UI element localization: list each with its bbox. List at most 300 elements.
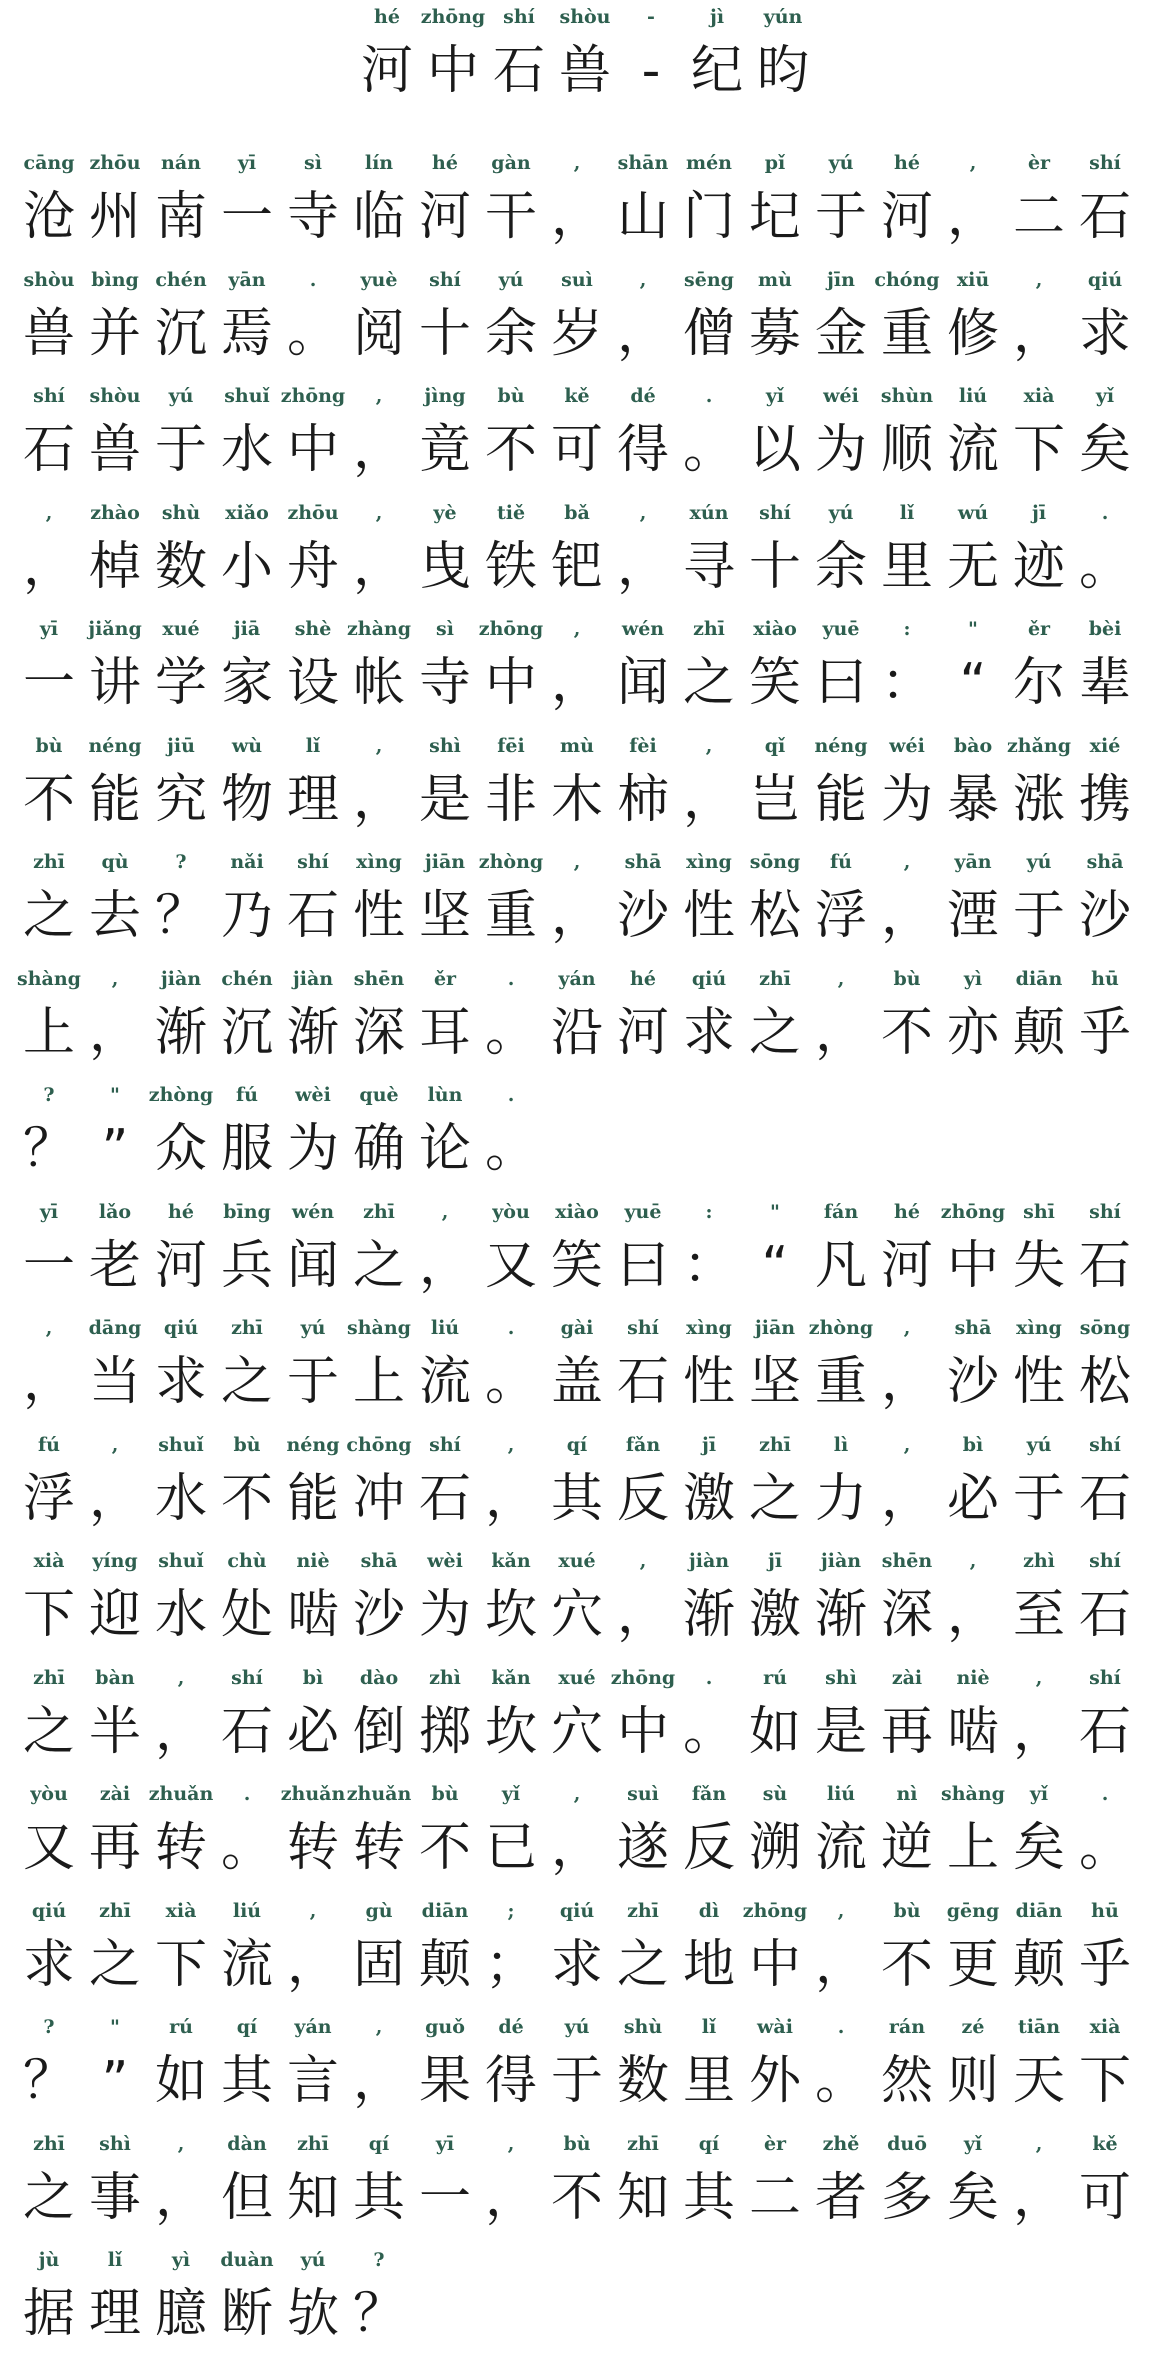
hanzi-character: 里 [682, 2051, 735, 2111]
pinyin-annotation: shè [294, 618, 332, 640]
pinyin-annotation: mù [758, 268, 792, 291]
pinyin-annotation: , [45, 501, 53, 524]
hanzi-character: 乃 [220, 886, 273, 946]
pinyin-annotation: qí [236, 2016, 258, 2038]
hanzi-character: 再 [880, 1701, 933, 1762]
hanzi-character: ？ [22, 1119, 75, 1179]
hanzi-character: 性 [352, 886, 405, 946]
pinyin-annotation: qiú [163, 1317, 199, 1339]
pinyin-annotation: hé [168, 1200, 194, 1223]
hanzi-character: 寺 [286, 187, 339, 247]
pinyin-annotation: wù [231, 734, 263, 757]
pinyin-annotation: yǐ [963, 2132, 983, 2155]
hanzi-character: 顺 [880, 420, 933, 480]
body-char-cell [1076, 383, 1134, 495]
hanzi-character: 之 [616, 1934, 669, 1995]
hanzi-character: 之 [22, 1701, 75, 1762]
hanzi-character: 岂 [748, 769, 801, 830]
hanzi-character: 于 [814, 187, 867, 247]
hanzi-character: 逆 [880, 1818, 933, 1878]
hanzi-character: 临 [352, 187, 405, 247]
pinyin-annotation: gēng [946, 1899, 1000, 1922]
pinyin-annotation: shì [825, 1666, 857, 1689]
pinyin-annotation: fán [823, 1200, 859, 1223]
pinyin-annotation: bù [431, 1783, 459, 1805]
pinyin-annotation: yī [435, 2132, 455, 2155]
pinyin-annotation: sēng [684, 268, 734, 291]
text-line [20, 383, 1150, 495]
pinyin-annotation: lǐ [107, 2249, 123, 2271]
pinyin-annotation: , [507, 2132, 515, 2155]
pinyin-annotation: , [375, 734, 383, 757]
hanzi-character: 曰 [616, 1235, 669, 1296]
hanzi-character: 可 [550, 420, 603, 480]
hanzi-character: 中 [946, 1235, 999, 1296]
hanzi-character: 得 [616, 420, 669, 480]
pinyin-annotation: kǎn [491, 1666, 531, 1689]
hanzi-character: 不 [880, 1002, 933, 1063]
hanzi-character: 河 [418, 187, 471, 247]
pinyin-annotation: yòu [492, 1200, 530, 1223]
hanzi-character: 一 [220, 187, 273, 247]
hanzi-character: 中 [484, 653, 537, 713]
pinyin-annotation: nǎi [230, 851, 264, 873]
hanzi-character: 上 [946, 1818, 999, 1878]
hanzi-character: ， [352, 2051, 405, 2111]
hanzi-character: 并 [88, 303, 141, 364]
pinyin-annotation: shòu [23, 268, 75, 291]
hanzi-character: 于 [286, 1352, 339, 1412]
hanzi-character: 必 [946, 1468, 999, 1529]
pinyin-annotation: kě [564, 385, 590, 407]
pinyin-annotation: yán [294, 2016, 332, 2038]
pinyin-annotation: zhī [627, 1899, 659, 1922]
hanzi-character: ， [88, 1468, 141, 1529]
body-char-cell [1076, 1665, 1134, 1777]
pinyin-annotation: yuē [624, 1200, 662, 1223]
hanzi-character: 天 [1012, 2051, 1065, 2111]
hanzi-character: 竟 [418, 420, 471, 480]
hanzi-character: 沉 [220, 1002, 273, 1063]
pinyin-annotation: fēi [497, 734, 525, 757]
pinyin-annotation: chōng [346, 1433, 412, 1456]
pinyin-annotation: zhǎng [1006, 734, 1071, 757]
hanzi-character: ， [946, 187, 999, 247]
hanzi-character: 木 [550, 769, 603, 830]
pinyin-annotation: yú [300, 2249, 326, 2271]
hanzi-character: 之 [352, 1235, 405, 1296]
pinyin-annotation: duàn [220, 2249, 274, 2271]
body-char-cell [1076, 1432, 1134, 1544]
pinyin-annotation: diān [1015, 1899, 1063, 1922]
pinyin-annotation: bèi [1088, 618, 1122, 640]
hanzi-character: 笑 [550, 1235, 603, 1296]
hanzi-character: 不 [880, 1934, 933, 1995]
hanzi-character: 下 [154, 1934, 207, 1995]
pinyin-annotation: yǐ [1095, 385, 1115, 407]
pinyin-annotation: qiú [1087, 268, 1123, 291]
pinyin-annotation: pǐ [764, 152, 786, 174]
hanzi-character: 倒 [352, 1701, 405, 1762]
hanzi-character: 掷 [418, 1701, 471, 1762]
hanzi-character: ” [101, 1119, 129, 1179]
pinyin-annotation: hé [374, 6, 400, 28]
pinyin-annotation: xìng [686, 1317, 732, 1339]
hanzi-character: 已 [484, 1818, 537, 1878]
pinyin-annotation: dé [498, 2016, 524, 2038]
pinyin-annotation: liú [826, 1783, 856, 1805]
pinyin-annotation: zhōu [287, 501, 339, 524]
pinyin-annotation: zhòng [808, 1317, 874, 1339]
hanzi-character: 之 [22, 2167, 75, 2228]
pinyin-annotation: qí [368, 2132, 390, 2155]
hanzi-character: 为 [286, 1119, 339, 1179]
pinyin-annotation: fǎn [691, 1783, 727, 1805]
hanzi-character: 知 [616, 2167, 669, 2228]
hanzi-character: 可 [1078, 2167, 1131, 2228]
hanzi-character: 去 [88, 886, 141, 946]
pinyin-annotation: fèi [629, 734, 657, 757]
pinyin-annotation: wén [621, 618, 665, 640]
pinyin-annotation: yī [237, 152, 257, 174]
hanzi-character: ， [880, 1468, 933, 1529]
hanzi-character: 里 [880, 536, 933, 597]
pinyin-annotation: wú [957, 501, 989, 524]
pinyin-annotation: , [45, 1317, 53, 1339]
hanzi-character: 性 [682, 886, 735, 946]
body-char-cell [1076, 1199, 1134, 1311]
hanzi-character: 纪 [690, 41, 743, 101]
pinyin-annotation: . [309, 268, 317, 291]
hanzi-character: 。 [220, 1818, 273, 1878]
hanzi-character: 中 [286, 420, 339, 480]
hanzi-character: “ [959, 653, 987, 713]
pinyin-annotation: suì [561, 268, 593, 291]
pinyin-annotation: duō [887, 2132, 927, 2155]
body-char-cell [1076, 616, 1134, 728]
hanzi-character: 更 [946, 1934, 999, 1995]
hanzi-character: 阅 [352, 303, 405, 364]
hanzi-character: 。 [484, 1119, 537, 1179]
hanzi-character: 舟 [286, 536, 339, 597]
pinyin-annotation: zhī [627, 2132, 659, 2155]
hanzi-character: 凡 [814, 1235, 867, 1296]
pinyin-annotation: zhòng [148, 1084, 214, 1106]
pinyin-annotation: qiú [31, 1899, 67, 1922]
pinyin-annotation: ? [175, 851, 187, 873]
pinyin-annotation: chù [227, 1550, 267, 1572]
pinyin-annotation: jiǎng [88, 618, 142, 640]
hanzi-character: 其 [220, 2051, 273, 2111]
hanzi-character: 求 [22, 1934, 75, 1995]
hanzi-character: 河 [880, 1235, 933, 1296]
hanzi-character: 十 [748, 536, 801, 597]
pinyin-annotation: shí [231, 1666, 263, 1689]
hanzi-character: 地 [682, 1934, 735, 1995]
pinyin-annotation: shí [1089, 1200, 1121, 1223]
pinyin-annotation: , [441, 1200, 449, 1223]
pinyin-annotation: jì [709, 6, 725, 28]
hanzi-character: 转 [352, 1818, 405, 1878]
hanzi-character: 下 [1078, 2051, 1131, 2111]
pinyin-annotation: shā [360, 1550, 398, 1572]
hanzi-character: 非 [484, 769, 537, 830]
hanzi-character: 耳 [418, 1002, 471, 1063]
hanzi-character: 渐 [286, 1002, 339, 1063]
hanzi-character: 欤 [286, 2284, 339, 2344]
pinyin-annotation: zhī [231, 1317, 263, 1339]
pinyin-annotation: nán [161, 152, 201, 174]
hanzi-character: 迎 [88, 1585, 141, 1645]
pinyin-annotation: bì [962, 1433, 984, 1456]
hanzi-character: 沿 [550, 1002, 603, 1063]
pinyin-annotation: lùn [427, 1084, 463, 1106]
hanzi-character: ， [550, 187, 603, 247]
text-line [20, 500, 1150, 612]
pinyin-annotation: xià [33, 1550, 65, 1572]
body-char-cell [1076, 1898, 1134, 2010]
hanzi-character: 水 [154, 1585, 207, 1645]
pinyin-annotation: jiān [754, 1317, 796, 1339]
hanzi-character: 老 [88, 1235, 141, 1296]
hanzi-character: 断 [220, 2284, 273, 2344]
pinyin-annotation: shàng [17, 967, 81, 990]
pinyin-annotation: zhī [33, 851, 65, 873]
pinyin-annotation: , [705, 734, 713, 757]
pinyin-annotation: wèi [427, 1550, 463, 1572]
hanzi-character: 反 [616, 1468, 669, 1529]
pinyin-annotation: yuè [360, 268, 398, 291]
hanzi-character: 沙 [1078, 886, 1131, 946]
pinyin-annotation: bù [893, 1899, 921, 1922]
hanzi-character: 盖 [550, 1352, 603, 1412]
pinyin-annotation: wéi [889, 734, 925, 757]
text-line [20, 733, 1150, 845]
text-line [20, 1898, 1150, 2010]
pinyin-annotation: yuē [822, 618, 860, 640]
pinyin-annotation: zhì [1023, 1550, 1055, 1572]
pinyin-annotation: hū [1091, 1899, 1119, 1922]
pinyin-annotation: liú [958, 385, 988, 407]
pinyin-annotation: zhàng [346, 618, 411, 640]
hanzi-character: 转 [154, 1818, 207, 1878]
hanzi-character: ； [484, 1934, 537, 1995]
body-char-cell [1076, 849, 1134, 961]
pinyin-annotation: qí [566, 1433, 588, 1456]
hanzi-character: 一 [418, 2167, 471, 2228]
pinyin-annotation: niè [296, 1550, 330, 1572]
hanzi-character: ？ [154, 886, 207, 946]
hanzi-character: 据 [22, 2284, 75, 2344]
pinyin-annotation: . [507, 967, 515, 990]
pinyin-annotation: , [903, 1317, 911, 1339]
pinyin-annotation: qù [101, 851, 129, 873]
hanzi-character: 转 [286, 1818, 339, 1878]
hanzi-character: 下 [1012, 420, 1065, 480]
hanzi-character: 沉 [154, 303, 207, 364]
pinyin-annotation: lǐ [305, 734, 321, 757]
pinyin-annotation: , [375, 501, 383, 524]
pinyin-annotation: sì [436, 618, 454, 640]
hanzi-character: 流 [418, 1352, 471, 1412]
hanzi-character: 寺 [418, 653, 471, 713]
pinyin-annotation: xué [558, 1550, 596, 1572]
hanzi-character: ？ [22, 2051, 75, 2111]
pinyin-annotation: hé [894, 1200, 920, 1223]
pinyin-annotation: yú [828, 501, 854, 524]
hanzi-character: 金 [814, 303, 867, 364]
hanzi-character: 闻 [616, 653, 669, 713]
hanzi-character: 求 [154, 1352, 207, 1412]
hanzi-character: ， [682, 769, 735, 830]
hanzi-character: 反 [682, 1818, 735, 1878]
text-line [20, 1781, 1150, 1893]
hanzi-character: 又 [484, 1235, 537, 1296]
pinyin-annotation: sì [304, 152, 322, 174]
pinyin-annotation: tiě [496, 501, 526, 524]
hanzi-character: 兵 [220, 1235, 273, 1296]
hanzi-character: 。 [1078, 1818, 1131, 1878]
hanzi-character: 中 [426, 41, 479, 101]
pinyin-annotation: guǒ [425, 2016, 465, 2038]
hanzi-character: ， [1012, 303, 1065, 364]
hanzi-character: 石 [418, 1468, 471, 1529]
hanzi-character: 求 [682, 1002, 735, 1063]
pinyin-annotation: yú [168, 385, 194, 407]
hanzi-character: 得 [484, 2051, 537, 2111]
hanzi-character: ， [880, 1352, 933, 1412]
hanzi-character: 之 [748, 1002, 801, 1063]
hanzi-character: 石 [220, 1701, 273, 1762]
pinyin-annotation: yú [1026, 1433, 1052, 1456]
text-line [20, 1315, 1150, 1427]
pinyin-annotation: rán [888, 2016, 926, 2038]
hanzi-character: ， [154, 1701, 207, 1762]
text-line [20, 1082, 1150, 1194]
pinyin-annotation: - [647, 6, 655, 28]
pinyin-annotation: yè [433, 501, 457, 524]
pinyin-annotation: què [359, 1084, 399, 1106]
pinyin-annotation: shòu [559, 6, 611, 28]
hanzi-character: 者 [814, 2167, 867, 2228]
hanzi-character: 不 [484, 420, 537, 480]
hanzi-character: 山 [616, 187, 669, 247]
hanzi-character: 为 [418, 1585, 471, 1645]
pinyin-annotation: " [110, 1084, 120, 1106]
pinyin-annotation: cāng [23, 152, 75, 174]
hanzi-character: 携 [1078, 769, 1131, 830]
hanzi-character: 设 [286, 653, 339, 713]
hanzi-character: 石 [1078, 1585, 1131, 1645]
hanzi-character: 颠 [1012, 1002, 1065, 1063]
hanzi-character: 矣 [1078, 420, 1131, 480]
hanzi-character: ， [352, 420, 405, 480]
pinyin-annotation: : [903, 618, 911, 640]
hanzi-character: ， [550, 886, 603, 946]
pinyin-annotation: yú [1026, 851, 1052, 873]
pinyin-annotation: dào [359, 1666, 399, 1689]
hanzi-character: 颠 [1012, 1934, 1065, 1995]
hanzi-character: 坚 [748, 1352, 801, 1412]
pinyin-annotation: gài [560, 1317, 594, 1339]
title-line [358, 4, 820, 116]
pinyin-annotation: bù [497, 385, 525, 407]
pinyin-annotation: dì [698, 1899, 720, 1922]
pinyin-annotation: shù [623, 2016, 663, 2038]
pinyin-annotation: jī [1031, 501, 1047, 524]
hanzi-character: 之 [220, 1352, 273, 1412]
pinyin-annotation: zhòng [478, 851, 544, 873]
hanzi-character: 理 [88, 2284, 141, 2344]
pinyin-annotation: shuǐ [158, 1433, 204, 1456]
pinyin-annotation: hé [630, 967, 656, 990]
pinyin-annotation: gàn [491, 152, 531, 174]
hanzi-character: 渐 [814, 1585, 867, 1645]
hanzi-character: 曳 [418, 536, 471, 597]
hanzi-character: 穴 [550, 1701, 603, 1762]
hanzi-character: 迹 [1012, 536, 1065, 597]
hanzi-character: ， [1012, 2167, 1065, 2228]
pinyin-annotation: zhōu [89, 152, 141, 174]
hanzi-character: 是 [814, 1701, 867, 1762]
hanzi-character: 涨 [1012, 769, 1065, 830]
pinyin-annotation: jiàn [820, 1550, 862, 1572]
pinyin-annotation: , [903, 851, 911, 873]
hanzi-character: 。 [484, 1352, 537, 1412]
pinyin-annotation: yì [963, 967, 983, 990]
pinyin-annotation: bù [563, 2132, 591, 2155]
pinyin-annotation: " [770, 1200, 780, 1223]
hanzi-character: 门 [682, 187, 735, 247]
pinyin-annotation: jiū [167, 734, 195, 757]
hanzi-character: 不 [22, 769, 75, 830]
hanzi-character: 下 [22, 1585, 75, 1645]
hanzi-character: 昀 [756, 41, 809, 101]
hanzi-character: 失 [1012, 1235, 1065, 1296]
pinyin-annotation: . [1101, 1783, 1109, 1805]
pinyin-annotation: shān [617, 152, 669, 174]
hanzi-character: 。 [682, 420, 735, 480]
pinyin-annotation: zhī [759, 1433, 791, 1456]
pinyin-annotation: yī [39, 1200, 59, 1223]
pinyin-annotation: niè [956, 1666, 990, 1689]
pinyin-annotation: hū [1091, 967, 1119, 990]
pinyin-annotation: yíng [92, 1550, 138, 1572]
pinyin-annotation: diān [1015, 967, 1063, 990]
hanzi-character: ， [484, 1468, 537, 1529]
hanzi-character: 为 [880, 769, 933, 830]
pinyin-annotation: zhōng [280, 385, 346, 407]
hanzi-character: 理 [286, 769, 339, 830]
pinyin-annotation: shā [624, 851, 662, 873]
hanzi-character: 渐 [682, 1585, 735, 1645]
pinyin-annotation: yú [564, 2016, 590, 2038]
pinyin-annotation: . [705, 385, 713, 407]
pinyin-annotation: jī [767, 1550, 783, 1572]
pinyin-annotation: ? [43, 2016, 55, 2038]
text-line [20, 616, 1150, 728]
hanzi-character: 干 [484, 187, 537, 247]
pinyin-annotation: zhī [33, 1666, 65, 1689]
pinyin-annotation: . [507, 1317, 515, 1339]
pinyin-annotation: fú [38, 1433, 60, 1456]
hanzi-character: 僧 [682, 303, 735, 364]
body-char-cell [1076, 1548, 1134, 1660]
hanzi-character: ， [616, 536, 669, 597]
hanzi-character: 于 [1012, 886, 1065, 946]
hanzi-character: 河 [880, 187, 933, 247]
hanzi-character: 能 [88, 769, 141, 830]
